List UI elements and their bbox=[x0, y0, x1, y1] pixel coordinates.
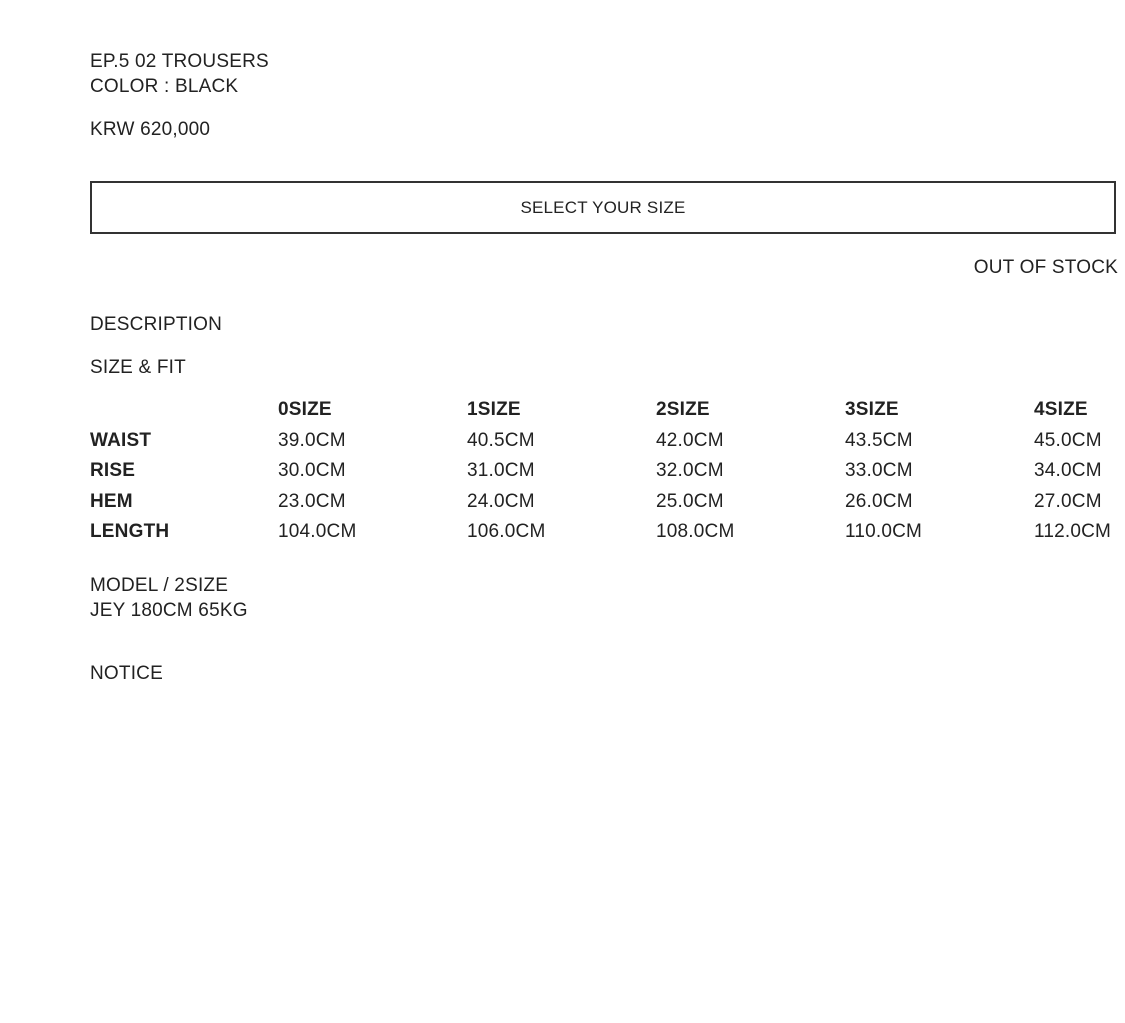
notice-toggle[interactable]: NOTICE bbox=[90, 663, 163, 684]
measure-value: 112.0CM bbox=[1034, 521, 1112, 542]
size-header: 4SIZE bbox=[1034, 399, 1088, 420]
select-size-label: SELECT YOUR SIZE bbox=[520, 197, 686, 217]
description-toggle[interactable]: DESCRIPTION bbox=[90, 314, 223, 335]
product-color: COLOR : BLACK bbox=[90, 76, 239, 97]
measure-label: WAIST bbox=[90, 430, 152, 451]
measure-value: 32.0CM bbox=[656, 460, 724, 481]
measure-value: 31.0CM bbox=[467, 460, 535, 481]
measure-value: 106.0CM bbox=[467, 521, 546, 542]
model-info: JEY 180CM 65KG bbox=[90, 600, 248, 621]
measure-value: 45.0CM bbox=[1034, 430, 1102, 451]
size-header: 0SIZE bbox=[278, 399, 332, 420]
measure-value: 108.0CM bbox=[656, 521, 735, 542]
measure-value: 43.5CM bbox=[845, 430, 913, 451]
measure-value: 23.0CM bbox=[278, 491, 346, 512]
measure-label: LENGTH bbox=[90, 521, 170, 542]
measure-value: 33.0CM bbox=[845, 460, 913, 481]
size-header: 2SIZE bbox=[656, 399, 710, 420]
product-name: EP.5 02 TROUSERS bbox=[90, 51, 269, 72]
measure-value: 104.0CM bbox=[278, 521, 357, 542]
measure-value: 42.0CM bbox=[656, 430, 724, 451]
measure-value: 27.0CM bbox=[1034, 491, 1102, 512]
measure-value: 25.0CM bbox=[656, 491, 724, 512]
size-header: 3SIZE bbox=[845, 399, 899, 420]
size-fit-toggle[interactable]: SIZE & FIT bbox=[90, 357, 186, 378]
measure-value: 30.0CM bbox=[278, 460, 346, 481]
measure-value: 26.0CM bbox=[845, 491, 913, 512]
stock-status: OUT OF STOCK bbox=[973, 257, 1118, 278]
measure-value: 40.5CM bbox=[467, 430, 535, 451]
measure-value: 39.0CM bbox=[278, 430, 346, 451]
measure-label: HEM bbox=[90, 491, 133, 512]
measure-value: 34.0CM bbox=[1034, 460, 1102, 481]
size-header: 1SIZE bbox=[467, 399, 521, 420]
model-size-label: MODEL / 2SIZE bbox=[90, 575, 229, 596]
measure-value: 110.0CM bbox=[845, 521, 923, 542]
measure-value: 24.0CM bbox=[467, 491, 535, 512]
select-size-button[interactable] bbox=[90, 181, 1116, 234]
product-price: KRW 620,000 bbox=[90, 119, 211, 140]
measure-label: RISE bbox=[90, 460, 136, 481]
